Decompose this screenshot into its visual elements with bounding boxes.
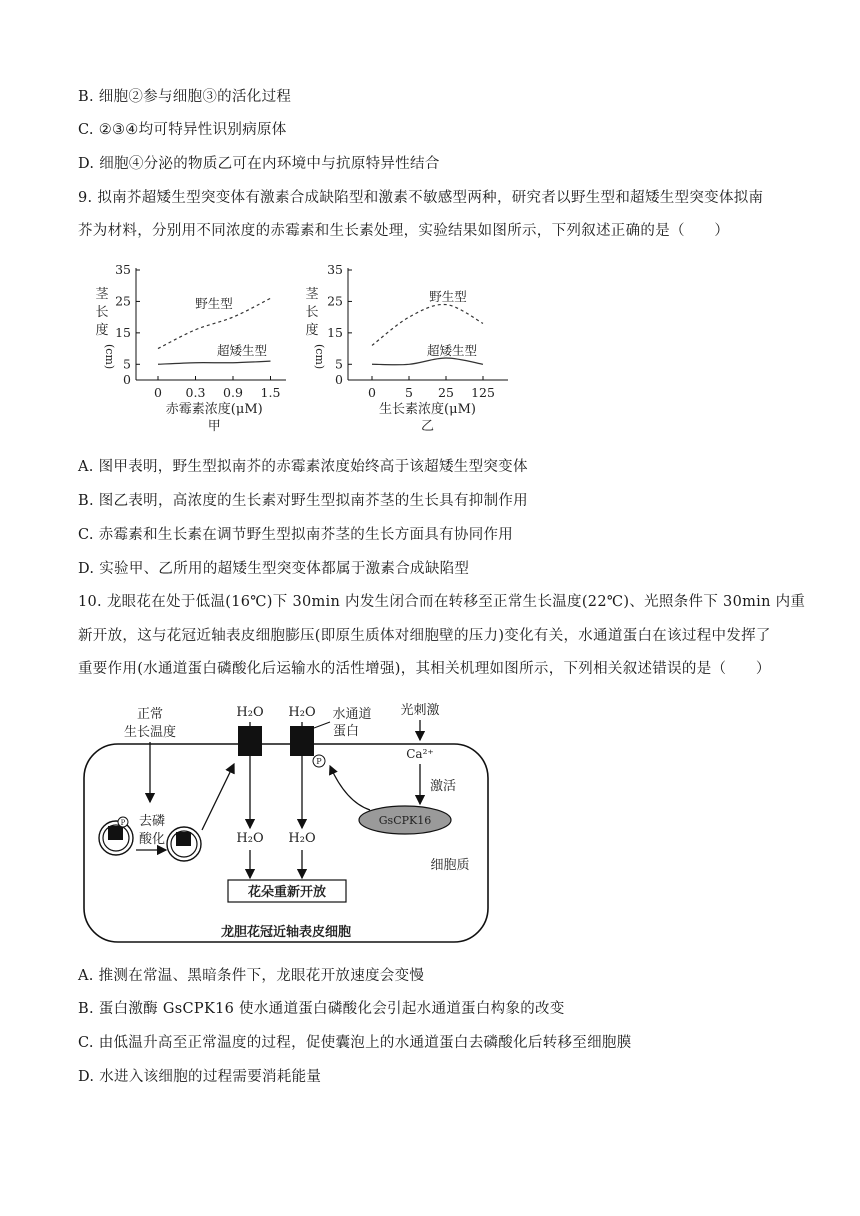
chart-auxin [300,258,515,433]
activate-label: 激活 [429,779,457,794]
q10-option-c: C. 由低温升高至正常温度的过程，促使囊泡上的水通道蛋白去磷酸化后转移至细胞膜 [78,1035,632,1051]
y-tick-label: 0 [123,372,131,387]
y-label-char: 长 [305,305,319,320]
x-tick-label: 0 [154,385,162,400]
y-label-char: 茎 [305,287,319,302]
p-label-membrane: P [316,757,322,766]
cell-label: 龙胆花冠近轴表皮细胞 [220,925,352,940]
x-tick-label: 125 [471,385,495,400]
h2o-top-1: H₂O [236,705,264,720]
q10-option-a: A. 推测在常温、黑暗条件下，龙眼花开放速度会变慢 [78,968,425,984]
series-label: 超矮生型 [216,343,268,358]
h2o-bottom-2: H₂O [288,831,316,846]
y-tick-label: 15 [115,324,131,340]
chart-gibberellin [90,258,290,433]
x-tick-label: 5 [405,385,413,400]
reopen-label: 花朵重新开放 [247,885,327,900]
q9-option-b: B. 图乙表明，高浓度的生长素对野生型拟南芥茎的生长具有抑制作用 [78,493,528,509]
temp-label-1: 正常 [136,707,164,722]
y-tick-label: 25 [327,293,343,309]
q8-option-b: B. 细胞②参与细胞③的活化过程 [78,89,292,105]
series-line-dwarf [372,358,483,365]
q9-stem-line-2: 芥为材料，分别用不同浓度的赤霉素和生长素处理，实验结果如图所示，下列叙述正确的是（ ） [78,223,730,239]
series-line-dwarf [158,361,271,364]
kinase-label: GsCPK16 [378,814,432,827]
y-label-unit: (cm) [313,344,326,370]
aquaporin-label-2: 蛋白 [332,724,360,739]
x-tick-label: 0 [368,385,376,400]
kinase-arrow [330,766,370,810]
h2o-bottom-1: H₂O [236,831,264,846]
y-tick-label: 5 [123,356,131,372]
light-label: 光刺激 [400,703,440,718]
x-axis-label: 生长素浓度(μM) [379,402,476,417]
y-tick-label: 35 [327,262,343,277]
x-tick-label: 25 [438,385,454,400]
q10-option-d: D. 水进入该细胞的过程需要消耗能量 [78,1069,322,1085]
temp-label-2: 生长温度 [123,725,177,740]
panel-label: 甲 [207,419,221,433]
p-label-vesicle: P [120,819,126,827]
q10-stem-line-3: 重要作用(水通道蛋白磷酸化后运输水的活性增强)，其相关机理如图所示，下列相关叙述错误的是（ ） [78,661,771,677]
y-tick-label: 15 [327,324,343,340]
y-tick-label: 35 [115,262,131,277]
aquaporin-channel-2 [290,726,314,756]
y-label-unit: (cm) [103,344,116,370]
series-label: 超矮生型 [426,343,478,358]
aquaporin-mechanism-diagram [80,698,495,948]
dephos-label-1: 去磷 [138,814,166,829]
y-tick-label: 25 [115,293,131,309]
y-label-char: 度 [305,323,319,338]
vesicle-dephosphorylated [167,827,201,861]
panel-label: 乙 [420,419,435,433]
y-label-char: 度 [95,323,109,338]
x-tick-label: 0.9 [223,385,243,400]
ca-label: Ca²⁺ [406,747,434,761]
y-label-char: 茎 [95,287,109,302]
q10-stem-line-1: 10. 龙眼花在处于低温(16℃)下 30min 内发生闭合而在转移至正常生长温度(22℃)、光照条件下 30min 内重 [78,594,806,610]
aquaporin-channel-1 [238,726,262,756]
x-tick-label: 0.3 [185,385,206,400]
q9-option-d: D. 实验甲、乙所用的超矮生型突变体都属于激素合成缺陷型 [78,561,470,577]
x-axis-label: 赤霉素浓度(μM) [165,402,263,417]
cytoplasm-label: 细胞质 [430,858,470,873]
q9-stem-line-1: 9. 拟南芥超矮生型突变体有激素合成缺陷型和激素不敏感型两种，研究者以野生型和超矮生型突变体拟南 [78,190,764,206]
dephos-label-2: 酸化 [138,832,166,847]
y-tick-label: 5 [335,356,343,372]
q9-option-c: C. 赤霉素和生长素在调节野生型拟南芥茎的生长方面具有协同作用 [78,527,514,543]
transfer-arrow [202,764,234,830]
q10-stem-line-2: 新开放，这与花冠近轴表皮细胞膨压(即原生质体对细胞壁的压力)变化有关，水通道蛋白在该过程中发挥了 [78,628,771,644]
h2o-top-2: H₂O [288,705,316,720]
aquaporin-label-1: 水通道 [332,707,372,722]
series-label: 野生型 [429,289,467,304]
series-line-wildtype [372,304,483,345]
y-label-char: 长 [95,305,109,320]
vesicle-phosphorylated [99,817,133,855]
q10-option-b: B. 蛋白激酶 GsCPK16 使水通道蛋白磷酸化会引起水通道蛋白构象的改变 [78,1001,565,1017]
q8-option-d: D. 细胞④分泌的物质乙可在内环境中与抗原特异性结合 [78,156,440,172]
q8-option-c: C. ②③④均可特异性识别病原体 [78,122,287,138]
x-tick-label: 1.5 [260,385,281,400]
q9-option-a: A. 图甲表明，野生型拟南芥的赤霉素浓度始终高于该超矮生型突变体 [78,459,528,475]
y-tick-label: 0 [335,372,343,387]
series-label: 野生型 [195,296,233,311]
